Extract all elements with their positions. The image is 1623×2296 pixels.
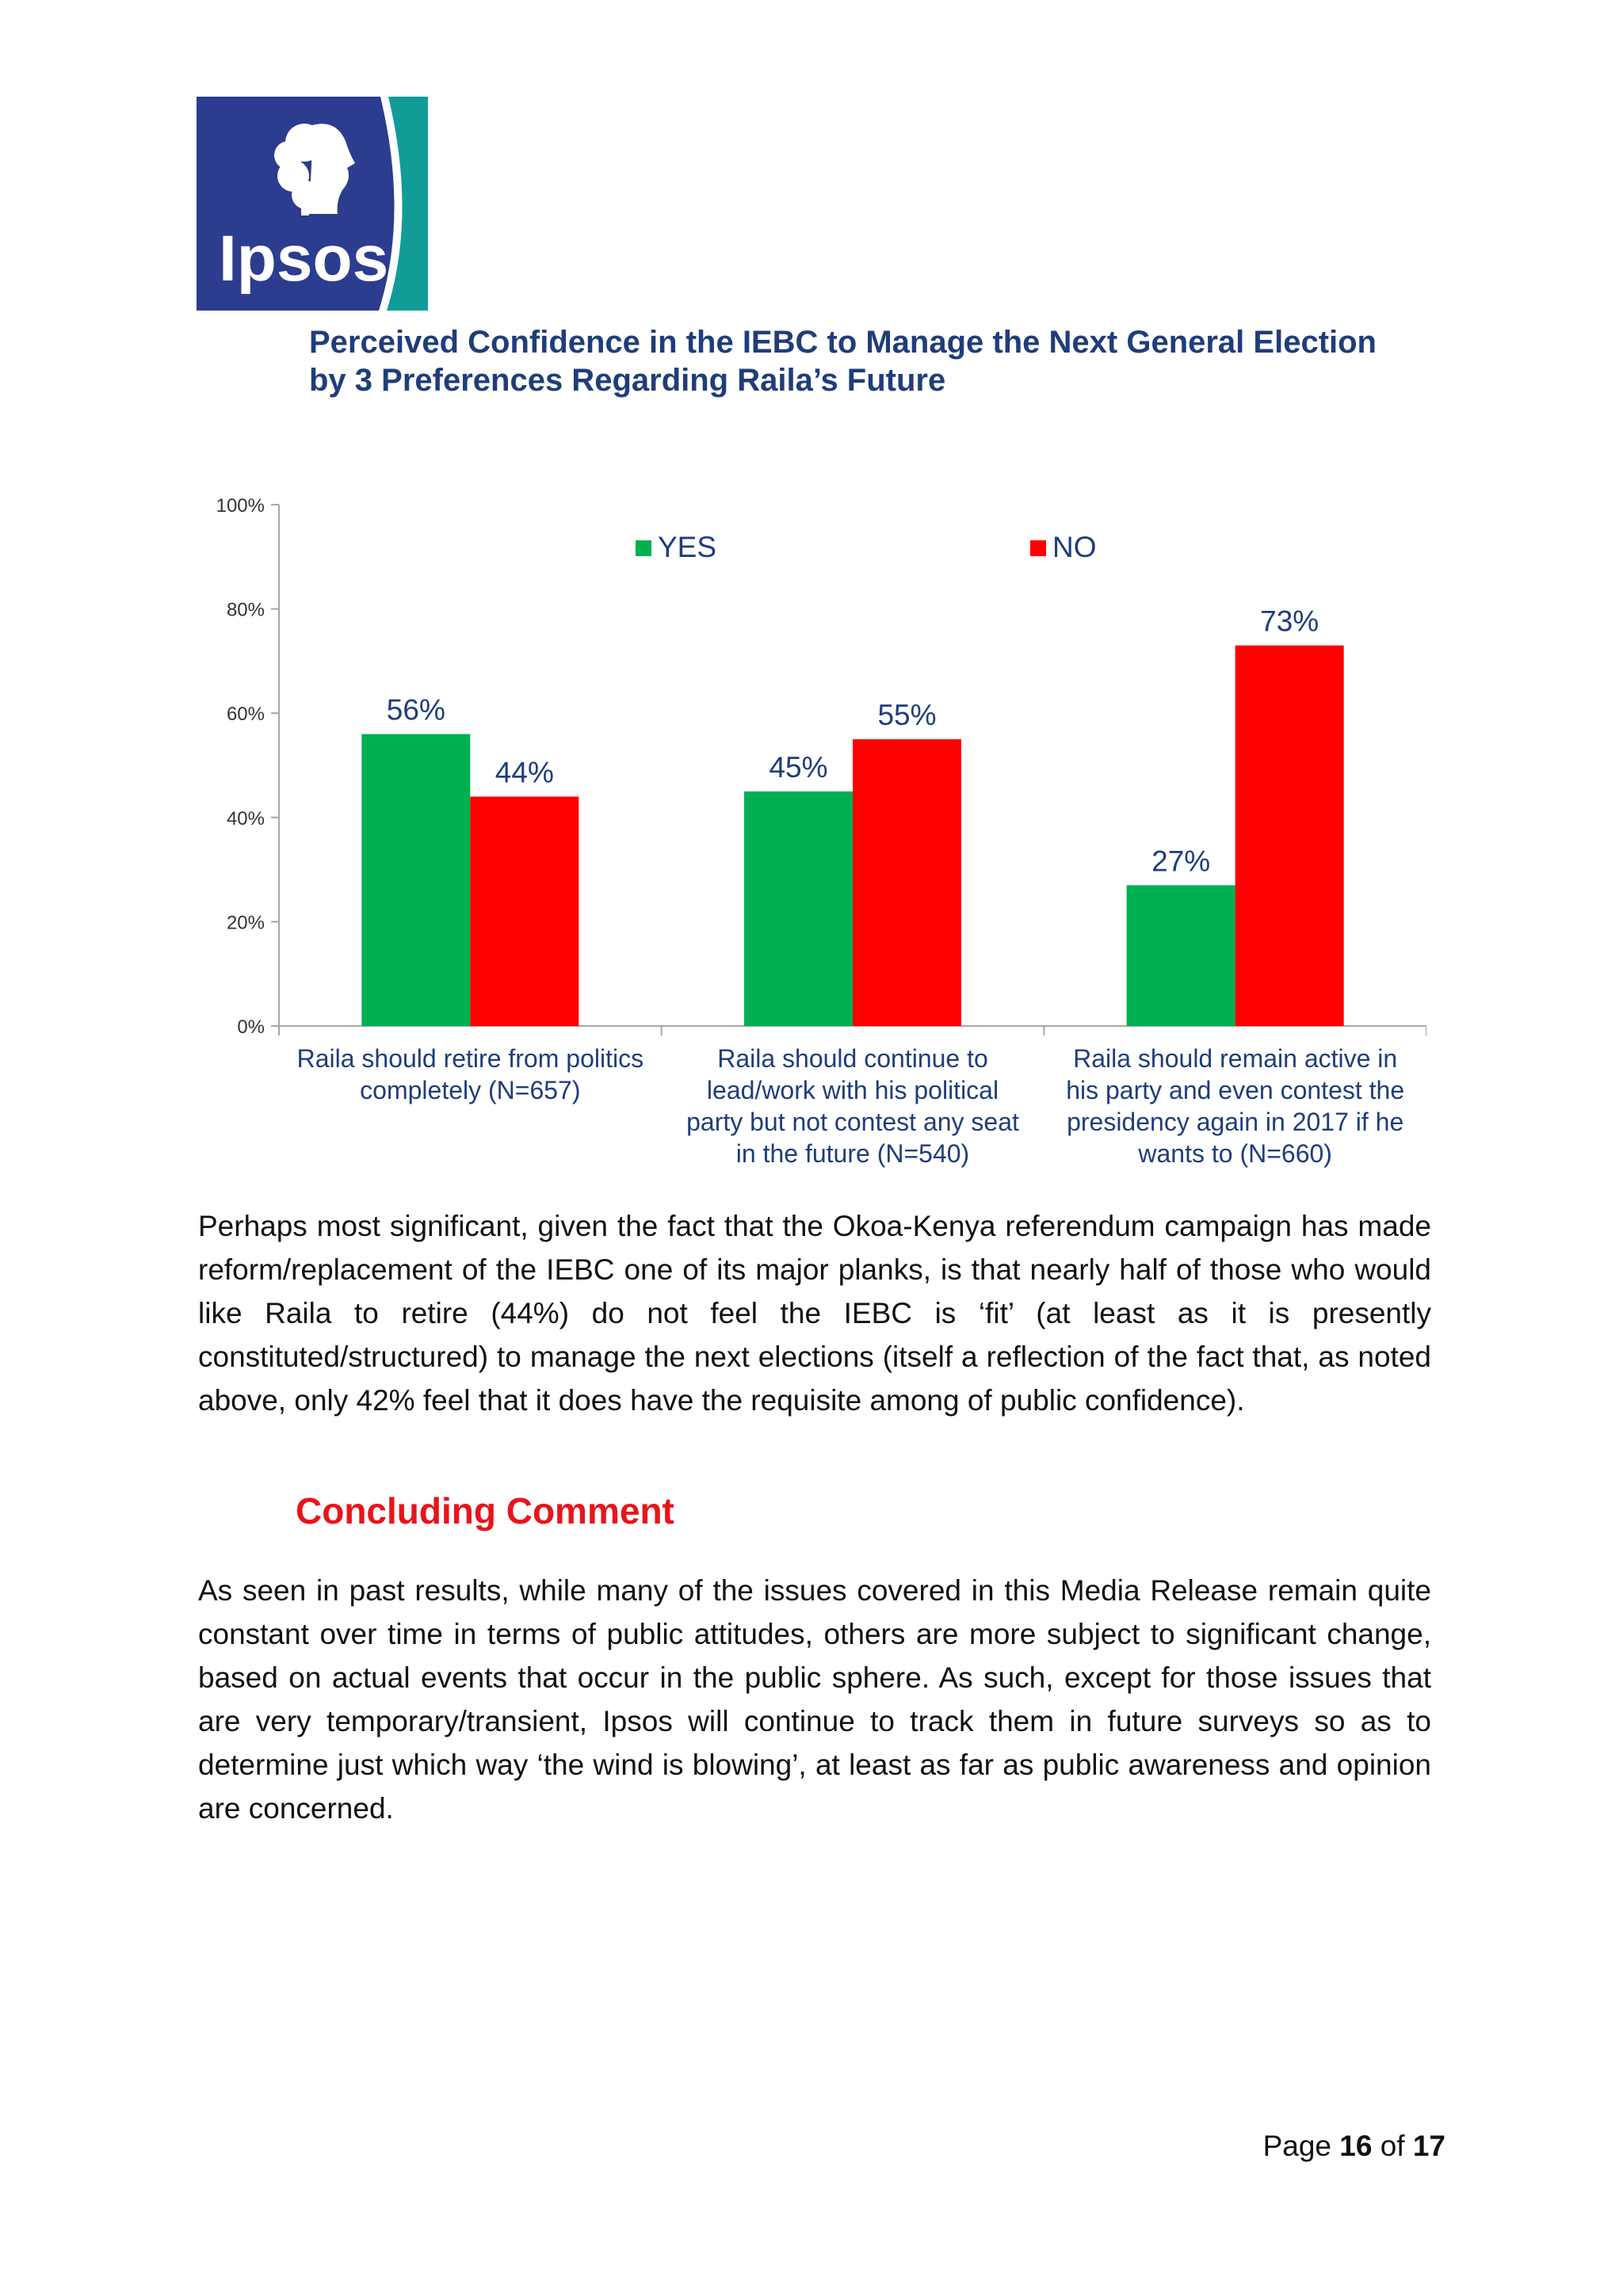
data-label: 56% xyxy=(386,693,445,727)
section-heading: Concluding Comment xyxy=(296,1490,674,1531)
bar-yes xyxy=(1127,885,1235,1026)
page-of: of xyxy=(1380,2130,1405,2162)
y-tick-label: 40% xyxy=(226,807,265,830)
page-total: 17 xyxy=(1412,2130,1445,2162)
ipsos-logo-image xyxy=(197,97,428,311)
data-label: 45% xyxy=(769,750,828,784)
body-paragraph-2: As seen in past results, while many of the issues covered in this Media Release remain quite constant over time in terms of public attitudes, others are more subject to significant change, based on actual events that occur in the public sphere. As such, except for those issues that are very temporary/transient, Ipsos will continue to track them in future surveys so as to determine just which way ‘the wind is blowing’, at least as far as public awareness and opinion are concerned. xyxy=(198,1574,1431,1825)
ipsos-logo xyxy=(197,97,428,311)
legend-swatch-no xyxy=(1030,540,1046,556)
x-category-label: party but not contest any seat xyxy=(686,1108,1019,1136)
data-label: 44% xyxy=(495,756,554,789)
y-tick-label: 60% xyxy=(226,704,265,726)
page-current: 16 xyxy=(1339,2130,1373,2162)
x-category-label: Raila should retire from politics xyxy=(296,1044,644,1073)
y-tick-label: 0% xyxy=(237,1016,265,1038)
y-tick-label: 20% xyxy=(226,912,265,934)
logo-text: Ipsos xyxy=(219,223,389,295)
x-category-label: in the future (N=540) xyxy=(735,1139,970,1168)
x-category-label: presidency again in 2017 if he xyxy=(1067,1108,1404,1136)
x-category-label: his party and even contest the xyxy=(1066,1076,1405,1104)
x-category-label: Raila should continue to xyxy=(717,1044,988,1073)
bar-no xyxy=(853,739,961,1026)
x-category-label: completely (N=657) xyxy=(360,1076,581,1104)
bar-yes xyxy=(361,734,470,1026)
x-category-label: lead/work with his political xyxy=(706,1076,999,1104)
legend-label-yes: YES xyxy=(658,531,717,563)
bar-chart-svg xyxy=(198,491,1426,1173)
bar-no xyxy=(1235,646,1344,1026)
data-label: 27% xyxy=(1151,845,1211,878)
page-number xyxy=(1255,2130,1445,2163)
chart-title: Perceived Confidence in the IEBC to Manage the Next General Election by 3 Preferences Regarding Raila’s Future xyxy=(309,325,1377,398)
y-tick-label: 100% xyxy=(216,495,265,517)
data-label: 73% xyxy=(1260,605,1319,638)
x-category-label: Raila should remain active in xyxy=(1073,1044,1398,1073)
bar-no xyxy=(470,796,579,1026)
data-label: 55% xyxy=(877,699,937,732)
bar-yes xyxy=(744,791,853,1026)
legend-label-no: NO xyxy=(1052,531,1097,563)
x-category-label: wants to (N=660) xyxy=(1138,1139,1332,1168)
legend-swatch-yes xyxy=(636,540,651,556)
bar-chart xyxy=(198,491,1426,1173)
y-tick-label: 80% xyxy=(226,599,265,621)
page-prefix: Page xyxy=(1262,2130,1331,2162)
body-paragraph-1: Perhaps most significant, given the fact that the Okoa-Kenya referendum campaign has made reform/replacement of the IEBC one of its major planks, is that nearly half of those who would like Raila to retire (44%) do not feel the IEBC is ‘fit’ (at least as it is presently constituted/structured) to manage the next elections (itself a reflection of the fact that, as noted above, only 42% feel that it does have the requisite among of public confidence). xyxy=(198,1210,1431,1417)
